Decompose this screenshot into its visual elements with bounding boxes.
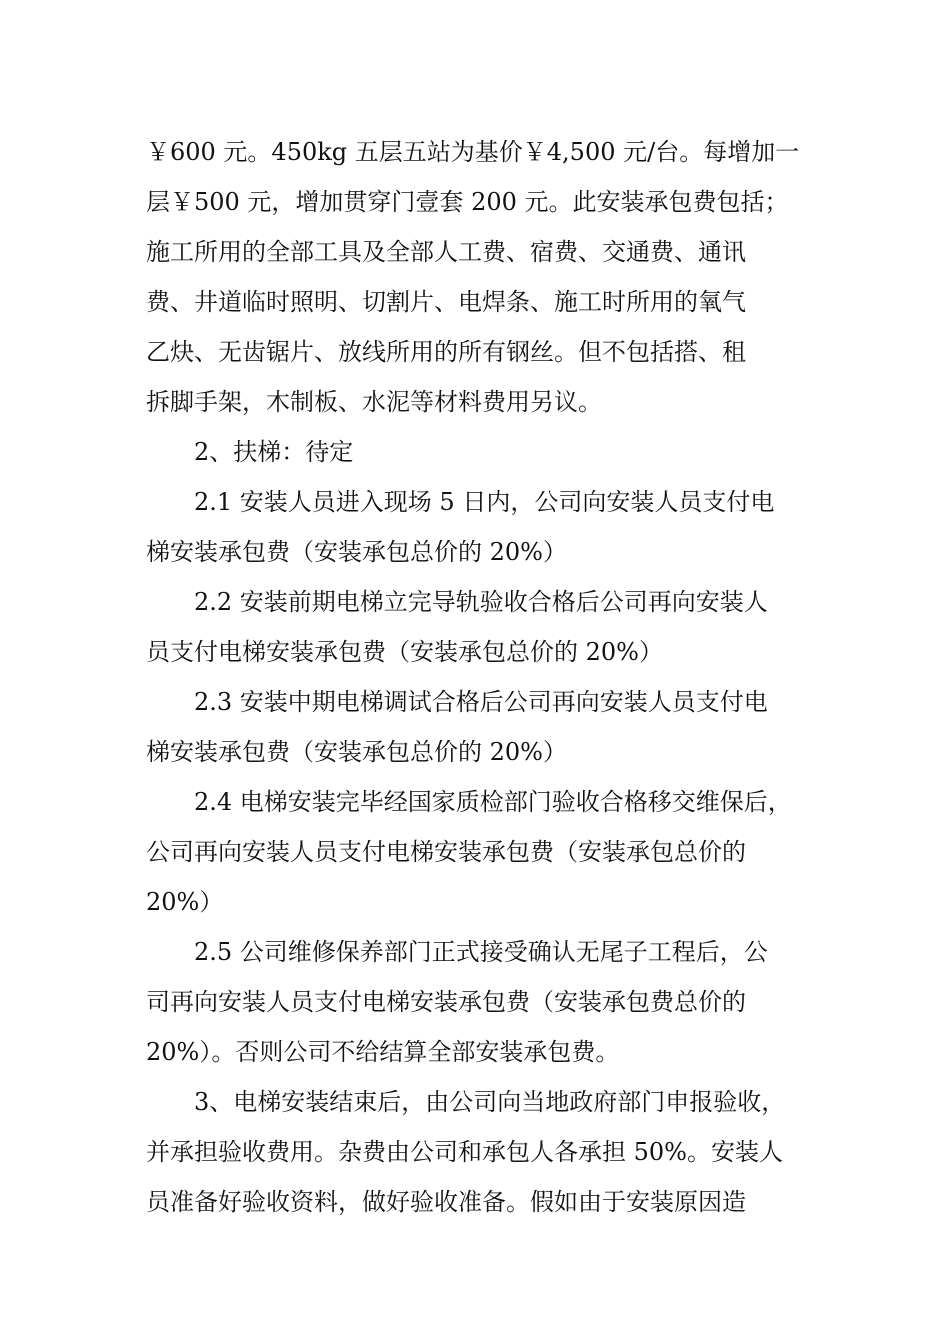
text-line: 施工所用的全部工具及全部人工费、宿费、交通费、通讯 [146,238,746,266]
text-line: 20%） [146,888,224,916]
text-line: 公司再向安装人员支付电梯安装承包费（安装承包总价的 [146,838,746,866]
clause-2-2-line: 2.2 安装前期电梯立完导轨验收合格后公司再向安装人 [194,588,768,616]
document-body [146,127,816,1227]
text-line: ￥600 元。450kg 五层五站为基价￥4,500 元/台。每增加一 [146,138,800,166]
text-line: 司再向安装人员支付电梯安装承包费（安装承包费总价的 [146,988,746,1016]
text-line: 费、井道临时照明、切割片、电焊条、施工时所用的氧气 [146,288,746,316]
text-line: 员支付电梯安装承包费（安装承包总价的 20%） [146,638,663,666]
clause-2-5-line: 2.5 公司维修保养部门正式接受确认无尾子工程后，公 [194,938,768,966]
text-line: 20%）。否则公司不给结算全部安装承包费。 [146,1038,620,1066]
text-line: 梯安装承包费（安装承包总价的 20%） [146,738,567,766]
clause-2-1-line: 2.1 安装人员进入现场 5 日内，公司向安装人员支付电 [194,488,775,516]
section-heading-escalator: 2、扶梯：待定 [194,438,354,466]
text-line: 员准备好验收资料，做好验收准备。假如由于安装原因造 [146,1188,746,1216]
clause-2-4-line: 2.4 电梯安装完毕经国家质检部门验收合格移交维保后， [194,788,792,816]
clause-2-3-line: 2.3 安装中期电梯调试合格后公司再向安装人员支付电 [194,688,768,716]
text-line: 并承担验收费用。杂费由公司和承包人各承担 50%。安装人 [146,1138,783,1166]
text-line: 拆脚手架，木制板、水泥等材料费用另议。 [146,388,602,416]
text-line: 层￥500 元，增加贯穿门壹套 200 元。此安装承包费包括； [146,188,789,216]
text-line: 乙炔、无齿锯片、放线所用的所有钢丝。但不包括搭、租 [146,338,746,366]
clause-3-line: 3、电梯安装结束后，由公司向当地政府部门申报验收， [194,1088,786,1116]
text-line: 梯安装承包费（安装承包总价的 20%） [146,538,567,566]
